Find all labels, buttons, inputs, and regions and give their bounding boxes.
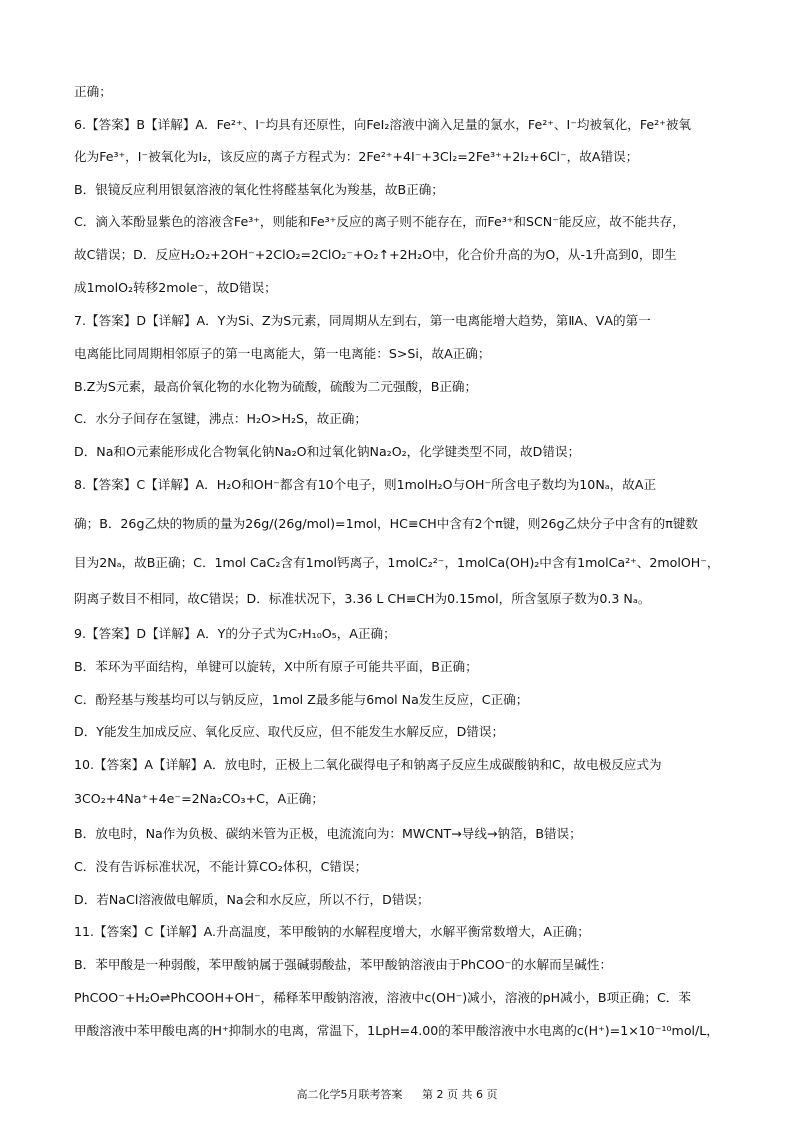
text-line: PhCOO⁻+H₂O⇌PhCOOH+OH⁻，稀释苯甲酸钠溶液，溶液中c(OH⁻)减小，溶液的pH减小，B项正确；C．苯 bbox=[74, 990, 691, 1005]
text-line: 8.【答案】C【详解】A．H₂O和OH⁻都含有10个电子，则1molH₂O与OH⁻所含电子数均为10Nₐ，故A正 bbox=[74, 477, 657, 492]
text-line: C．水分子间存在氢键，沸点：H₂O>H₂S，故正确； bbox=[74, 411, 367, 426]
text-line: C．酚羟基与羧基均可以与钠反应，1mol Z最多能与6mol Na发生反应，C正确； bbox=[74, 692, 529, 707]
text-line: 11.【答案】C【详解】A.升高温度，苯甲酸钠的水解程度增大，水解平衡常数增大，A正确； bbox=[74, 924, 590, 939]
text-line: 正确； bbox=[74, 84, 112, 99]
text-line: 7.【答案】D【详解】A．Y为Si、Z为S元素，同周期从左到右，第一电离能增大趋势，第ⅡA、ⅤA的第一 bbox=[74, 313, 651, 328]
text-line: 3CO₂+4Na⁺+4e⁻=2Na₂CO₃+C，A正确； bbox=[74, 791, 324, 806]
text-line: B．苯甲酸是一种弱酸，苯甲酸钠属于强碱弱酸盐，苯甲酸钠溶液由于PhCOO⁻的水解而呈碱性： bbox=[74, 957, 613, 972]
text-line: 确；B．26g乙炔的物质的量为26g/(26g/mol)=1mol，HC≡CH中含有2个π键，则26g乙炔分子中含有的π键数 bbox=[74, 516, 699, 531]
exam-title: 高二化学5月联考答案 bbox=[296, 1088, 403, 1101]
text-line: 6.【答案】B【详解】A．Fe²⁺、I⁻均具有还原性，向FeI₂溶液中滴入足量的氯水，Fe²⁺、I⁻均被氧化，Fe²⁺被氧 bbox=[74, 117, 692, 132]
text-line: D．Na和O元素能形成化合物氧化钠Na₂O和过氧化钠Na₂O₂，化学键类型不同，故D错误； bbox=[74, 444, 581, 459]
text-line: 电离能比同周期相邻原子的第一电离能大，第一电离能：S>Si，故A正确； bbox=[74, 346, 491, 361]
text-line: B.Z为S元素，最高价氧化物的水化物为硫酸，硫酸为二元强酸，B正确； bbox=[74, 379, 478, 394]
text-line: 甲酸溶液中苯甲酸电离的H⁺抑制水的电离，常温下，1LpH=4.00的苯甲酸溶液中水电离的c(H⁺)=1×10⁻¹⁰mol/L， bbox=[74, 1023, 719, 1038]
text-line: D．若NaCl溶液做电解质，Na会和水反应，所以不行，D错误； bbox=[74, 892, 430, 907]
text-line: C．没有告诉标准状况，不能计算CO₂体积，C错误； bbox=[74, 859, 368, 874]
text-line: 阴离子数目不相同，故C错误；D．标准状况下，3.36 L CH≡CH为0.15mol，所含氢原子数为0.3 Nₐ。 bbox=[74, 591, 651, 606]
text-line: C．滴入苯酚显紫色的溶液含Fe³⁺，则能和Fe³⁺反应的离子则不能存在，而Fe³⁺和SCN⁻能反应，故不能共存， bbox=[74, 214, 685, 229]
page-number: 第 2 页 共 6 页 bbox=[422, 1088, 498, 1101]
page-footer bbox=[0, 1086, 794, 1102]
text-line: 9.【答案】D【详解】A．Y的分子式为C₇H₁₀O₅，A正确； bbox=[74, 626, 396, 641]
text-line: 故C错误；D．反应H₂O₂+2OH⁻+2ClO₂=2ClO₂⁻+O₂↑+2H₂O中，化合价升高的为O，从-1升高到0，即生 bbox=[74, 247, 677, 262]
text-line: 化为Fe³⁺，I⁻被氧化为I₂，该反应的离子方程式为：2Fe²⁺+4I⁻+3Cl₂=2Fe³⁺+2I₂+6Cl⁻，故A错误； bbox=[74, 149, 639, 164]
text-line: 目为2Nₐ，故B正确；C．1mol CaC₂含有1mol钙离子，1molC₂²⁻，1molCa(OH)₂中含有1molCa²⁺、2molOH⁻， bbox=[74, 555, 720, 570]
text-line: B．放电时，Na作为负极、碳纳米管为正极，电流流向为：MWCNT→导线→钠箔，B错误； bbox=[74, 826, 582, 841]
text-line: 10.【答案】A【详解】A．放电时，正极上二氧化碳得电子和钠离子反应生成碳酸钠和C，故电极反应式为 bbox=[74, 757, 662, 772]
text-line: B．银镜反应利用银氨溶液的氧化性将醛基氧化为羧基，故B正确； bbox=[74, 182, 444, 197]
text-line: D．Y能发生加成反应、氧化反应、取代反应，但不能发生水解反应，D错误； bbox=[74, 724, 505, 739]
text-line: 成1molO₂转移2mole⁻，故D错误； bbox=[74, 280, 277, 295]
text-line: B．苯环为平面结构，单键可以旋转，X中所有原子可能共平面，B正确； bbox=[74, 659, 478, 674]
